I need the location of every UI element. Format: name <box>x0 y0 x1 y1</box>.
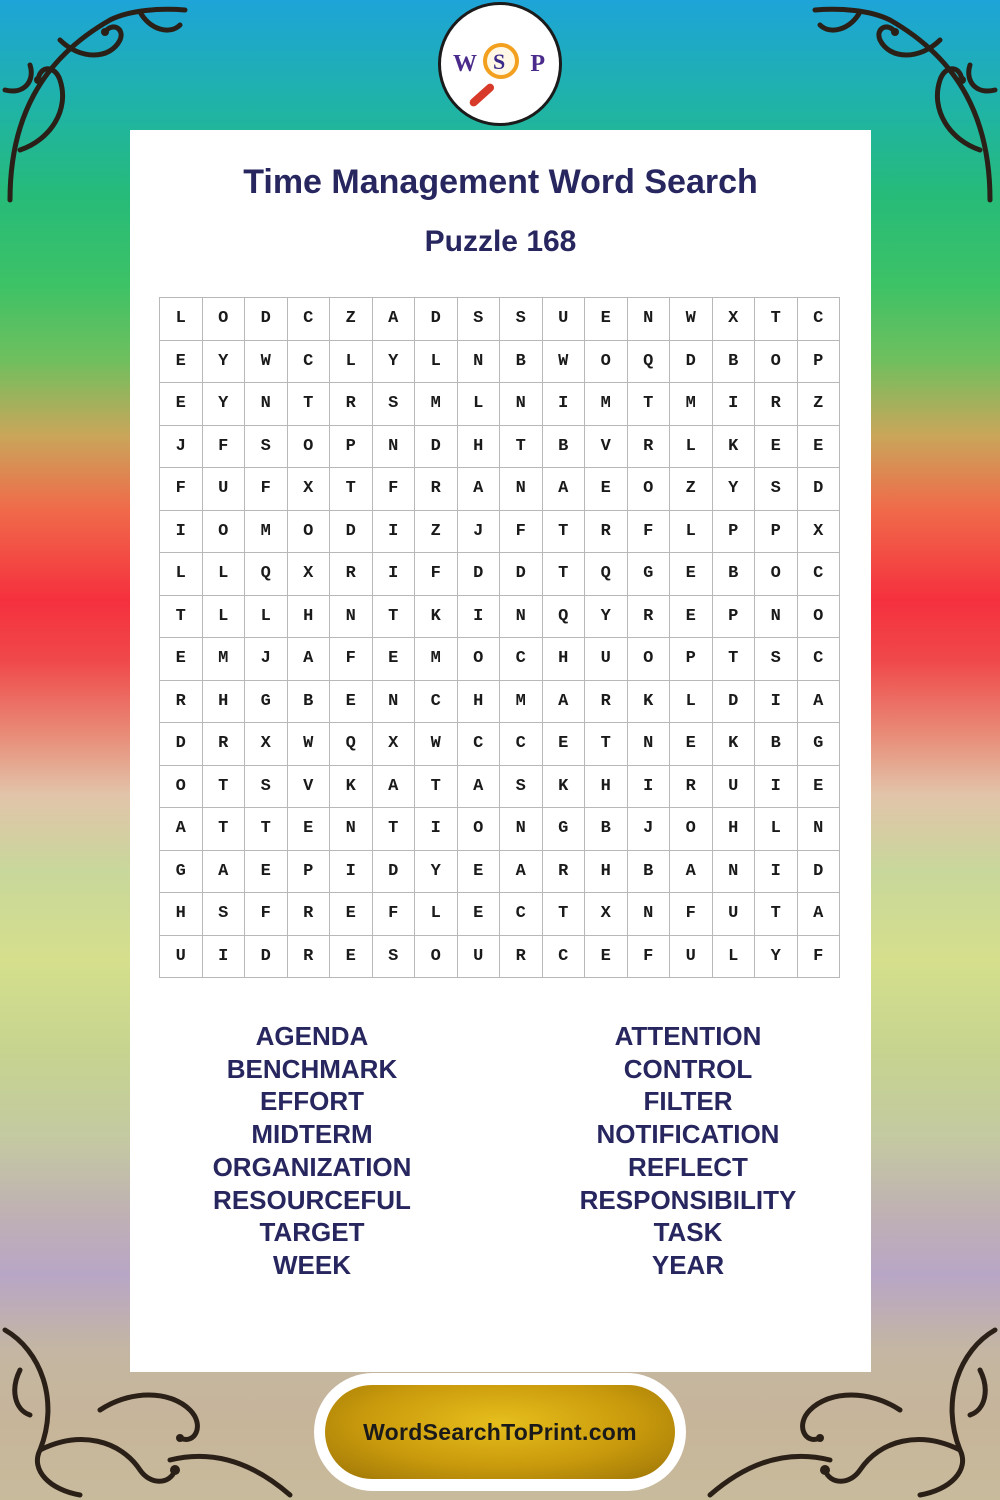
grid-cell[interactable]: C <box>543 936 586 979</box>
grid-cell[interactable]: C <box>500 638 543 681</box>
grid-cell[interactable]: T <box>628 383 671 426</box>
grid-cell[interactable]: F <box>628 936 671 979</box>
grid-cell[interactable]: K <box>713 723 756 766</box>
grid-cell[interactable]: X <box>288 553 331 596</box>
grid-cell[interactable]: S <box>245 766 288 809</box>
grid-cell[interactable]: C <box>798 298 841 341</box>
grid-cell[interactable]: N <box>628 298 671 341</box>
grid-cell[interactable]: A <box>288 638 331 681</box>
grid-cell[interactable]: I <box>373 511 416 554</box>
grid-cell[interactable]: Q <box>585 553 628 596</box>
grid-cell[interactable]: I <box>755 681 798 724</box>
grid-cell[interactable]: L <box>713 936 756 979</box>
grid-cell[interactable]: Y <box>373 341 416 384</box>
logo-letter-center: S <box>493 49 506 74</box>
grid-cell[interactable]: N <box>330 596 373 639</box>
grid-cell[interactable]: O <box>755 553 798 596</box>
grid-cell[interactable]: M <box>203 638 246 681</box>
grid-cell[interactable]: D <box>160 723 203 766</box>
grid-cell[interactable]: L <box>203 596 246 639</box>
grid-cell[interactable]: N <box>458 341 501 384</box>
grid-cell[interactable]: N <box>628 723 671 766</box>
grid-cell[interactable]: N <box>713 851 756 894</box>
grid-cell[interactable]: T <box>203 766 246 809</box>
grid-cell[interactable]: O <box>670 808 713 851</box>
grid-cell[interactable]: D <box>670 341 713 384</box>
grid-cell[interactable]: F <box>203 426 246 469</box>
word-item: TARGET <box>259 1217 365 1248</box>
grid-cell[interactable]: L <box>245 596 288 639</box>
grid-cell[interactable]: X <box>373 723 416 766</box>
grid-cell[interactable]: R <box>670 766 713 809</box>
grid-cell[interactable]: R <box>288 893 331 936</box>
grid-cell[interactable]: J <box>160 426 203 469</box>
grid-cell[interactable]: D <box>798 851 841 894</box>
grid-cell[interactable]: I <box>713 383 756 426</box>
grid-cell[interactable]: E <box>330 936 373 979</box>
word-item: NOTIFICATION <box>596 1119 780 1150</box>
grid-cell[interactable]: S <box>500 766 543 809</box>
word-item: FILTER <box>643 1086 733 1117</box>
grid-cell[interactable]: H <box>458 681 501 724</box>
grid-cell[interactable]: O <box>288 511 331 554</box>
grid-cell[interactable]: L <box>670 681 713 724</box>
grid-cell[interactable]: K <box>415 596 458 639</box>
grid-cell[interactable]: I <box>330 851 373 894</box>
grid-cell[interactable]: O <box>160 766 203 809</box>
grid-cell[interactable]: R <box>160 681 203 724</box>
grid-cell[interactable]: F <box>798 936 841 979</box>
grid-cell[interactable]: B <box>628 851 671 894</box>
grid-cell[interactable]: H <box>160 893 203 936</box>
grid-cell[interactable]: J <box>628 808 671 851</box>
grid-cell[interactable]: A <box>160 808 203 851</box>
grid-cell[interactable]: U <box>543 298 586 341</box>
grid-cell[interactable]: S <box>755 638 798 681</box>
grid-cell[interactable]: A <box>798 681 841 724</box>
grid-cell[interactable]: H <box>203 681 246 724</box>
grid-cell[interactable]: P <box>713 596 756 639</box>
grid-cell[interactable]: I <box>755 766 798 809</box>
grid-cell[interactable]: X <box>245 723 288 766</box>
grid-cell[interactable]: X <box>798 511 841 554</box>
word-item: BENCHMARK <box>226 1053 398 1084</box>
grid-cell[interactable]: A <box>500 851 543 894</box>
grid-cell[interactable]: N <box>500 468 543 511</box>
grid-cell[interactable]: O <box>415 936 458 979</box>
grid-cell[interactable]: T <box>543 511 586 554</box>
grid-cell[interactable]: P <box>713 511 756 554</box>
grid-cell[interactable]: L <box>670 511 713 554</box>
grid-cell[interactable]: A <box>458 468 501 511</box>
grid-cell[interactable]: U <box>458 936 501 979</box>
grid-cell[interactable]: N <box>755 596 798 639</box>
grid-cell[interactable]: E <box>670 596 713 639</box>
grid-cell[interactable]: R <box>585 681 628 724</box>
grid-cell[interactable]: E <box>755 426 798 469</box>
grid-cell[interactable]: A <box>543 468 586 511</box>
grid-cell[interactable]: I <box>458 596 501 639</box>
grid-cell[interactable]: X <box>288 468 331 511</box>
grid-cell[interactable]: Z <box>415 511 458 554</box>
grid-cell[interactable]: T <box>543 893 586 936</box>
grid-cell[interactable]: I <box>160 511 203 554</box>
grid-cell[interactable]: N <box>373 426 416 469</box>
grid-cell[interactable]: R <box>628 596 671 639</box>
grid-cell[interactable]: K <box>543 766 586 809</box>
grid-cell[interactable]: Q <box>330 723 373 766</box>
word-item: YEAR <box>651 1249 725 1280</box>
grid-cell[interactable]: B <box>500 341 543 384</box>
grid-cell[interactable]: V <box>288 766 331 809</box>
grid-cell[interactable]: K <box>713 426 756 469</box>
grid-cell[interactable]: Q <box>245 553 288 596</box>
grid-cell[interactable]: H <box>543 638 586 681</box>
grid-cell[interactable]: Z <box>330 298 373 341</box>
word-item: WEEK <box>273 1249 351 1280</box>
grid-cell[interactable]: N <box>330 808 373 851</box>
grid-cell[interactable]: B <box>755 723 798 766</box>
word-item: AGENDA <box>255 1021 369 1051</box>
grid-cell[interactable]: P <box>755 511 798 554</box>
grid-cell[interactable]: A <box>543 681 586 724</box>
footer-badge <box>314 1373 686 1491</box>
grid-cell[interactable]: N <box>373 681 416 724</box>
grid-cell[interactable]: B <box>713 341 756 384</box>
grid-cell[interactable]: F <box>415 553 458 596</box>
grid-cell[interactable]: R <box>330 383 373 426</box>
grid-cell[interactable]: L <box>203 553 246 596</box>
grid-cell[interactable]: H <box>585 766 628 809</box>
grid-cell[interactable]: K <box>330 766 373 809</box>
grid-cell[interactable]: F <box>628 511 671 554</box>
grid-cell[interactable]: E <box>798 426 841 469</box>
grid-cell[interactable]: T <box>288 383 331 426</box>
grid-cell[interactable]: I <box>373 553 416 596</box>
grid-cell[interactable]: T <box>713 638 756 681</box>
grid-cell[interactable]: O <box>288 426 331 469</box>
grid-cell[interactable]: A <box>458 766 501 809</box>
grid-cell[interactable]: O <box>798 596 841 639</box>
grid-cell[interactable]: C <box>500 893 543 936</box>
grid-cell[interactable]: T <box>755 298 798 341</box>
grid-cell[interactable]: A <box>670 851 713 894</box>
grid-cell[interactable]: Z <box>798 383 841 426</box>
grid-cell[interactable]: R <box>755 383 798 426</box>
word-item: REFLECT <box>628 1151 748 1182</box>
grid-cell[interactable]: Z <box>670 468 713 511</box>
grid-cell[interactable]: W <box>415 723 458 766</box>
grid-cell[interactable]: O <box>628 468 671 511</box>
grid-cell[interactable]: C <box>288 341 331 384</box>
grid-cell[interactable]: U <box>713 766 756 809</box>
grid-cell[interactable]: T <box>245 808 288 851</box>
grid-cell[interactable]: B <box>713 553 756 596</box>
grid-cell[interactable]: E <box>160 638 203 681</box>
grid-cell[interactable]: M <box>500 681 543 724</box>
grid-cell[interactable]: A <box>373 298 416 341</box>
grid-cell[interactable]: D <box>713 681 756 724</box>
grid-cell[interactable]: Y <box>713 468 756 511</box>
grid-cell[interactable]: R <box>203 723 246 766</box>
grid-cell[interactable]: H <box>585 851 628 894</box>
grid-cell[interactable]: F <box>373 468 416 511</box>
grid-cell[interactable]: L <box>330 341 373 384</box>
grid-cell[interactable]: E <box>288 808 331 851</box>
grid-cell[interactable]: O <box>458 808 501 851</box>
word-item: RESPONSIBILITY <box>579 1184 797 1215</box>
grid-cell[interactable]: A <box>373 766 416 809</box>
grid-cell[interactable]: R <box>330 553 373 596</box>
grid-cell[interactable]: M <box>670 383 713 426</box>
grid-cell[interactable]: D <box>373 851 416 894</box>
grid-cell[interactable]: F <box>330 638 373 681</box>
grid-cell[interactable]: L <box>755 808 798 851</box>
logo-letter-left: W <box>453 51 477 77</box>
grid-cell[interactable]: I <box>203 936 246 979</box>
grid-cell[interactable]: Y <box>203 383 246 426</box>
word-list-left <box>127 1020 497 1282</box>
puzzle-card <box>130 130 871 1372</box>
grid-cell[interactable]: F <box>245 893 288 936</box>
grid-cell[interactable]: E <box>245 851 288 894</box>
grid-cell[interactable]: B <box>288 681 331 724</box>
grid-cell[interactable]: G <box>245 681 288 724</box>
word-item: ORGANIZATION <box>212 1151 412 1182</box>
grid-cell[interactable]: E <box>670 553 713 596</box>
grid-cell[interactable]: Y <box>203 341 246 384</box>
letter-grid <box>159 297 840 978</box>
grid-cell[interactable]: S <box>373 936 416 979</box>
grid-cell[interactable]: T <box>543 553 586 596</box>
grid-cell[interactable]: T <box>373 808 416 851</box>
grid-cell[interactable]: I <box>628 766 671 809</box>
grid-cell[interactable]: X <box>585 893 628 936</box>
grid-cell[interactable]: J <box>245 638 288 681</box>
grid-cell[interactable]: D <box>500 553 543 596</box>
grid-cell[interactable]: T <box>585 723 628 766</box>
grid-cell[interactable]: S <box>500 298 543 341</box>
grid-cell[interactable]: S <box>755 468 798 511</box>
grid-cell[interactable]: D <box>415 426 458 469</box>
grid-cell[interactable]: D <box>415 298 458 341</box>
grid-cell[interactable]: R <box>543 851 586 894</box>
grid-cell[interactable]: O <box>203 511 246 554</box>
grid-cell[interactable]: L <box>415 893 458 936</box>
grid-cell[interactable]: E <box>585 468 628 511</box>
grid-cell[interactable]: I <box>543 383 586 426</box>
grid-cell[interactable]: O <box>458 638 501 681</box>
grid-cell[interactable]: P <box>330 426 373 469</box>
grid-cell[interactable]: M <box>245 511 288 554</box>
grid-cell[interactable]: V <box>585 426 628 469</box>
grid-cell[interactable]: N <box>245 383 288 426</box>
grid-cell[interactable]: D <box>458 553 501 596</box>
grid-cell[interactable]: C <box>798 638 841 681</box>
grid-cell[interactable]: R <box>585 511 628 554</box>
grid-cell[interactable]: W <box>543 341 586 384</box>
grid-cell[interactable]: L <box>670 426 713 469</box>
grid-cell[interactable]: N <box>628 893 671 936</box>
grid-cell[interactable]: U <box>670 936 713 979</box>
grid-cell[interactable]: S <box>373 383 416 426</box>
word-item: ATTENTION <box>614 1021 762 1051</box>
grid-cell[interactable]: T <box>160 596 203 639</box>
grid-cell[interactable]: S <box>245 426 288 469</box>
grid-cell[interactable]: R <box>628 426 671 469</box>
grid-cell[interactable]: H <box>713 808 756 851</box>
grid-cell[interactable]: G <box>798 723 841 766</box>
grid-cell[interactable]: U <box>585 638 628 681</box>
grid-cell[interactable]: T <box>203 808 246 851</box>
grid-cell[interactable]: G <box>160 851 203 894</box>
grid-cell[interactable]: D <box>798 468 841 511</box>
grid-cell[interactable]: R <box>415 468 458 511</box>
word-item: EFFORT <box>260 1086 364 1117</box>
grid-cell[interactable]: N <box>500 596 543 639</box>
grid-cell[interactable]: Y <box>585 596 628 639</box>
grid-cell[interactable]: M <box>415 383 458 426</box>
grid-cell[interactable]: P <box>798 341 841 384</box>
grid-cell[interactable]: S <box>458 298 501 341</box>
grid-cell[interactable]: E <box>330 681 373 724</box>
grid-cell[interactable]: E <box>160 341 203 384</box>
grid-cell[interactable]: L <box>160 553 203 596</box>
word-item: CONTROL <box>623 1053 753 1084</box>
grid-cell[interactable]: U <box>160 936 203 979</box>
word-item: TASK <box>653 1217 723 1248</box>
word-item: MIDTERM <box>251 1119 373 1150</box>
grid-cell[interactable]: E <box>585 298 628 341</box>
grid-cell[interactable]: F <box>245 468 288 511</box>
grid-cell[interactable]: N <box>500 808 543 851</box>
footer-link-text: WordSearchToPrint.com <box>363 1418 637 1445</box>
grid-cell[interactable]: D <box>245 936 288 979</box>
grid-cell[interactable]: T <box>500 426 543 469</box>
grid-cell[interactable]: B <box>585 808 628 851</box>
site-logo[interactable] <box>438 2 562 126</box>
grid-cell[interactable]: K <box>628 681 671 724</box>
grid-cell[interactable]: C <box>500 723 543 766</box>
grid-cell[interactable]: E <box>458 851 501 894</box>
grid-cell[interactable]: O <box>755 341 798 384</box>
grid-cell[interactable]: E <box>670 723 713 766</box>
grid-cell[interactable]: E <box>585 936 628 979</box>
page-title: Time Management Word Search <box>243 163 758 201</box>
grid-cell[interactable]: E <box>798 766 841 809</box>
grid-cell[interactable]: O <box>203 298 246 341</box>
grid-cell[interactable]: F <box>670 893 713 936</box>
grid-cell[interactable]: H <box>458 426 501 469</box>
grid-cell[interactable]: P <box>288 851 331 894</box>
grid-cell[interactable]: C <box>458 723 501 766</box>
word-item: RESOURCEFUL <box>213 1184 411 1215</box>
grid-cell[interactable]: Q <box>543 596 586 639</box>
grid-cell[interactable]: T <box>373 596 416 639</box>
grid-cell[interactable]: G <box>543 808 586 851</box>
logo-letter-right: P <box>530 51 545 77</box>
grid-cell[interactable]: C <box>415 681 458 724</box>
grid-cell[interactable]: Q <box>628 341 671 384</box>
grid-cell[interactable]: Y <box>415 851 458 894</box>
grid-cell[interactable]: S <box>203 893 246 936</box>
grid-cell[interactable]: L <box>160 298 203 341</box>
grid-cell[interactable]: U <box>713 893 756 936</box>
footer-link-button[interactable] <box>325 1385 675 1479</box>
grid-cell[interactable]: T <box>415 766 458 809</box>
grid-cell[interactable]: F <box>500 511 543 554</box>
grid-cell[interactable]: L <box>458 383 501 426</box>
grid-cell[interactable]: R <box>288 936 331 979</box>
grid-cell[interactable]: A <box>203 851 246 894</box>
grid-cell[interactable]: E <box>373 638 416 681</box>
grid-cell[interactable]: H <box>288 596 331 639</box>
grid-cell[interactable]: X <box>713 298 756 341</box>
grid-cell[interactable]: T <box>330 468 373 511</box>
grid-cell[interactable]: W <box>288 723 331 766</box>
grid-cell[interactable]: Y <box>755 936 798 979</box>
grid-cell[interactable]: A <box>798 893 841 936</box>
grid-cell[interactable]: P <box>670 638 713 681</box>
grid-cell[interactable]: O <box>628 638 671 681</box>
grid-cell[interactable]: D <box>330 511 373 554</box>
grid-cell[interactable]: B <box>543 426 586 469</box>
grid-cell[interactable]: M <box>415 638 458 681</box>
grid-cell[interactable]: E <box>160 383 203 426</box>
grid-cell[interactable]: D <box>245 298 288 341</box>
grid-cell[interactable]: L <box>415 341 458 384</box>
grid-cell[interactable]: U <box>203 468 246 511</box>
grid-cell[interactable]: F <box>160 468 203 511</box>
magnifier-handle-icon <box>468 82 496 108</box>
puzzle-number: Puzzle 168 <box>424 225 577 258</box>
word-list-right <box>503 1020 873 1282</box>
grid-cell[interactable]: G <box>628 553 671 596</box>
grid-cell[interactable]: N <box>798 808 841 851</box>
grid-cell[interactable]: J <box>458 511 501 554</box>
grid-cell[interactable]: C <box>798 553 841 596</box>
grid-cell[interactable]: W <box>245 341 288 384</box>
grid-cell[interactable]: E <box>330 893 373 936</box>
grid-cell[interactable]: W <box>670 298 713 341</box>
grid-cell[interactable]: F <box>373 893 416 936</box>
grid-cell[interactable]: E <box>458 893 501 936</box>
grid-cell[interactable]: I <box>415 808 458 851</box>
grid-cell[interactable]: E <box>543 723 586 766</box>
grid-cell[interactable]: N <box>500 383 543 426</box>
grid-cell[interactable]: T <box>755 893 798 936</box>
grid-cell[interactable]: I <box>755 851 798 894</box>
grid-cell[interactable]: C <box>288 298 331 341</box>
grid-cell[interactable]: R <box>500 936 543 979</box>
grid-cell[interactable]: M <box>585 383 628 426</box>
grid-cell[interactable]: O <box>585 341 628 384</box>
